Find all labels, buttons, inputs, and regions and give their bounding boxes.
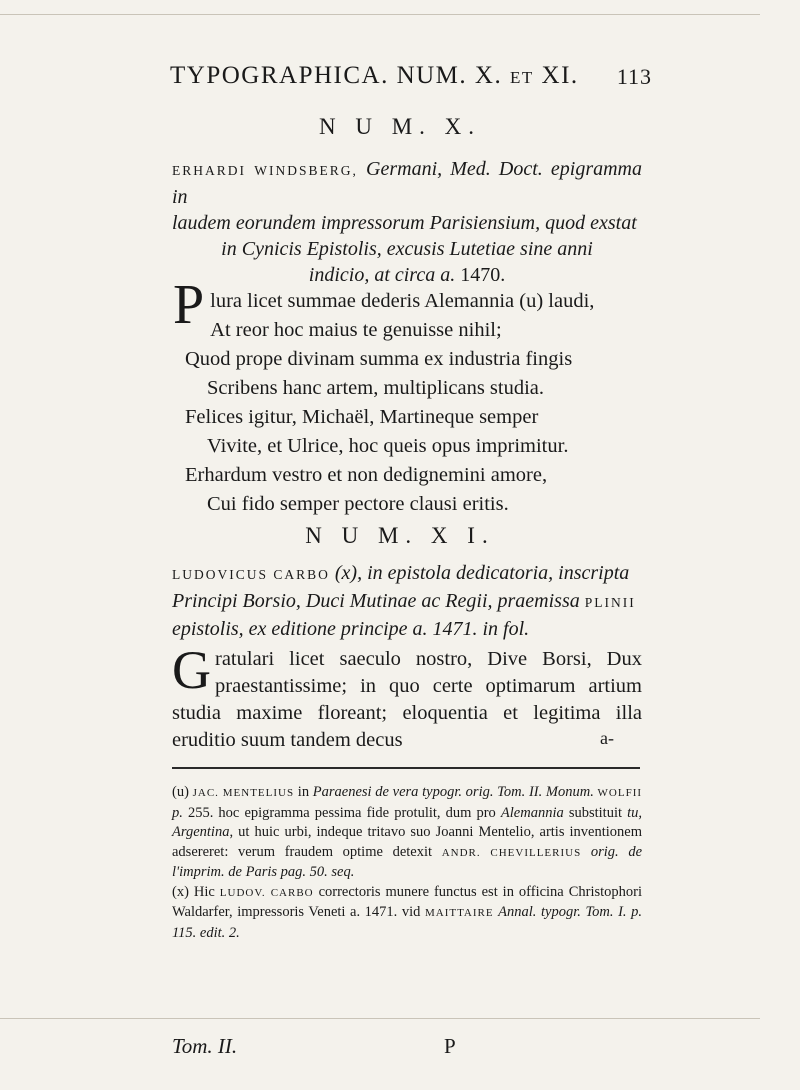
page-edge-line bbox=[0, 14, 760, 15]
footnotes bbox=[172, 783, 642, 943]
running-head: TYPOGRAPHICA. NUM. X. ET XI. bbox=[170, 62, 579, 89]
verse-line: Quod prope divinam summa ex industria fingis bbox=[185, 348, 573, 370]
epigram-introduction: ERHARDI WINDSBERG, Germani, Med. Doct. epigramma in laudem eorundem impressorum Parisiensium, quod exstat in Cynicis Epistolis, excusis Lutetiae sine anni indicio, at circa a. 1470. bbox=[172, 158, 643, 286]
verse-line: Scribens hanc artem, multiplicans studia. bbox=[207, 377, 545, 399]
drop-cap: P bbox=[173, 274, 205, 336]
section-heading: N U M. X. bbox=[318, 114, 482, 139]
footnote-rule bbox=[172, 767, 640, 769]
verse-line: At reor hoc maius te genuisse nihil; bbox=[210, 319, 502, 341]
epigram-verse bbox=[173, 274, 645, 519]
footnote: (x) Hic LUDOV. CARBO correctoris munere functus est in officina Christophori Waldarfer, impressoris Veneti a. 1471. vid MAITTAIRE Annal. typogr. Tom. I. p. 115. edit. 2. bbox=[172, 883, 643, 941]
catchword: a- bbox=[600, 728, 614, 748]
verse-line: Cui fido semper pectore clausi eritis. bbox=[207, 493, 509, 515]
page-number: 113 bbox=[616, 64, 652, 89]
verse-line: Vivite, et Ulrice, hoc queis opus imprimitur. bbox=[207, 435, 569, 457]
letter-text: G ratulari licet saeculo nostro, Dive Borsi, Dux praestantissime; in quo certe optimarum artium studia maxime floreant; eloquentia et legitima illa eruditio suum tandem decus bbox=[172, 640, 642, 751]
drop-cap: G bbox=[172, 640, 211, 700]
verse-line: Plura licet summae dederis Alemannia (u) laudi, bbox=[173, 274, 595, 336]
letter-introduction: LUDOVICUS CARBO (x), in epistola dedicatoria, inscripta Principi Borsio, Duci Mutinae ac Regii, praemissa PLINII epistolis, ex editione principe a. 1471. in fol. bbox=[172, 562, 636, 640]
signature-mark: Tom. II. bbox=[172, 1034, 238, 1058]
footnote: (u) JAC. MENTELIUS in Paraenesi de vera typogr. orig. Tom. II. Monum. WOLFII p. 255. hoc epigramma pessima fide protulit, dum pro Alemannia substituit tu, Argentina, ut huic urbi, indeque tritavo suo Joanni Mentelio, artis inventionem adsereret: verum fraudem optime detexit ANDR. CHEVILLERIUS orig. de l'imprim. de Paris pag. 50. seq. bbox=[172, 784, 643, 880]
signature-letter: P bbox=[444, 1034, 456, 1058]
verse-line: Felices igitur, Michaël, Martineque semper bbox=[185, 406, 539, 428]
verse-line: Erhardum vestro et non dedignemini amore, bbox=[185, 464, 548, 486]
section-heading: N U M. X I. bbox=[305, 523, 495, 548]
page-edge-line bbox=[0, 1018, 760, 1019]
